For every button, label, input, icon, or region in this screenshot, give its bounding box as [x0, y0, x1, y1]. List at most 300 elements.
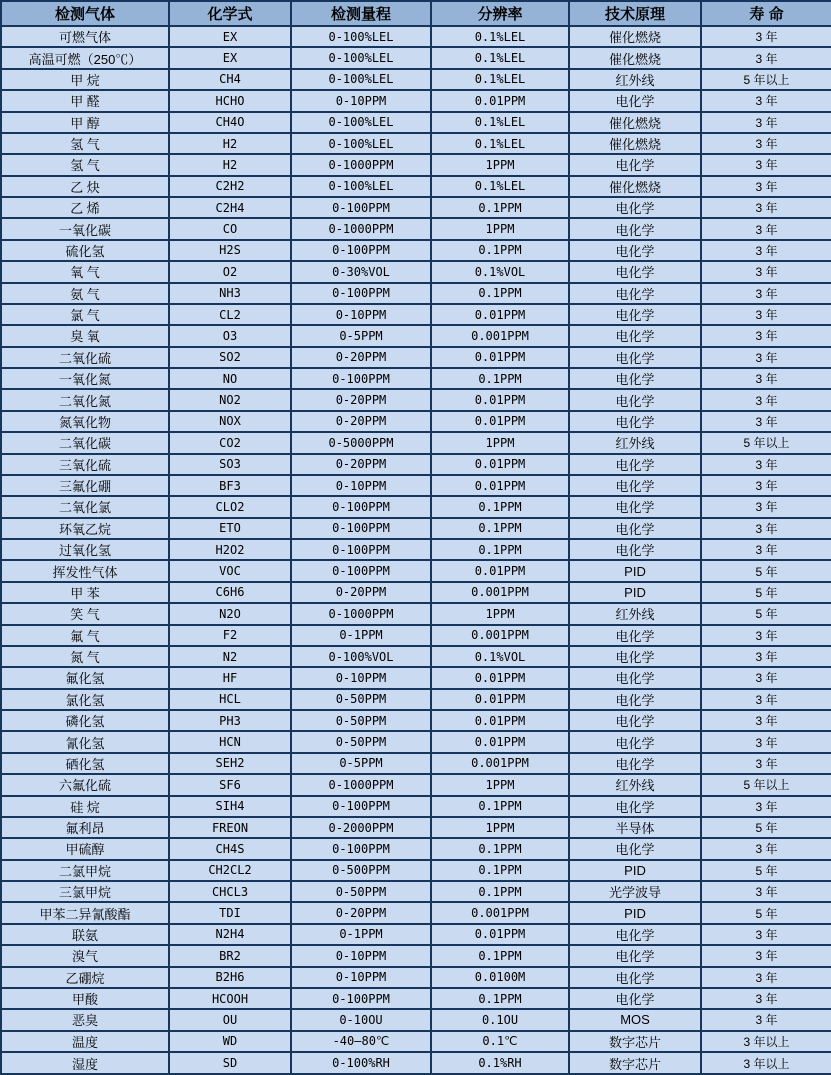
resolution-cell: 1PPM [431, 218, 569, 239]
lifespan-cell: 5 年 [701, 817, 831, 838]
chemical-formula-cell: C2H4 [169, 197, 291, 218]
detection-range-cell: 0-10PPM [291, 667, 431, 688]
detection-range-cell: 0-500PPM [291, 860, 431, 881]
technology-principle-cell: 电化学 [569, 368, 701, 389]
table-row [1, 432, 831, 453]
chemical-formula-cell: EX [169, 47, 291, 68]
lifespan-cell: 3 年 [701, 240, 831, 261]
table-row [1, 945, 831, 966]
chemical-formula-cell: SO2 [169, 347, 291, 368]
gas-name-cell: 二氧化碳 [1, 432, 169, 453]
lifespan-cell: 3 年 [701, 967, 831, 988]
technology-principle-cell: 电化学 [569, 924, 701, 945]
gas-name-cell: 三氯甲烷 [1, 881, 169, 902]
technology-principle-cell: 电化学 [569, 967, 701, 988]
technology-principle-cell: 催化燃烧 [569, 176, 701, 197]
gas-name-cell: 氟化氢 [1, 667, 169, 688]
detection-range-cell: 0-20PPM [291, 454, 431, 475]
chemical-formula-cell: CH4O [169, 112, 291, 133]
lifespan-cell: 3 年 [701, 304, 831, 325]
gas-name-cell: 氢 气 [1, 154, 169, 175]
detection-range-cell: 0-20PPM [291, 902, 431, 923]
technology-principle-cell: 电化学 [569, 838, 701, 859]
gas-name-cell: 恶臭 [1, 1009, 169, 1030]
chemical-formula-cell: NH3 [169, 283, 291, 304]
table-row [1, 325, 831, 346]
table-row [1, 518, 831, 539]
resolution-cell: 0.01PPM [431, 411, 569, 432]
lifespan-cell: 5 年以上 [701, 69, 831, 90]
resolution-cell: 0.0100M [431, 967, 569, 988]
technology-principle-cell: 电化学 [569, 389, 701, 410]
detection-range-cell: 0-100%LEL [291, 26, 431, 47]
chemical-formula-cell: O3 [169, 325, 291, 346]
gas-name-cell: 甲硫醇 [1, 838, 169, 859]
lifespan-cell: 3 年 [701, 475, 831, 496]
table-row [1, 496, 831, 517]
gas-name-cell: 一氧化碳 [1, 218, 169, 239]
gas-name-cell: 氮 气 [1, 646, 169, 667]
technology-principle-cell: 电化学 [569, 518, 701, 539]
table-row [1, 667, 831, 688]
resolution-cell: 0.1PPM [431, 945, 569, 966]
resolution-cell: 0.01PPM [431, 731, 569, 752]
detection-range-cell: 0-50PPM [291, 731, 431, 752]
table-row [1, 774, 831, 795]
chemical-formula-cell: CO2 [169, 432, 291, 453]
resolution-cell: 0.1%LEL [431, 47, 569, 68]
gas-name-cell: 溴气 [1, 945, 169, 966]
detection-range-cell: 0-100%LEL [291, 112, 431, 133]
technology-principle-cell: 光学波导 [569, 881, 701, 902]
resolution-cell: 0.1PPM [431, 518, 569, 539]
lifespan-cell: 3 年 [701, 261, 831, 282]
lifespan-cell: 3 年 [701, 1009, 831, 1030]
technology-principle-cell: 数字芯片 [569, 1031, 701, 1052]
resolution-cell: 1PPM [431, 774, 569, 795]
lifespan-cell: 3 年 [701, 90, 831, 111]
gas-name-cell: 臭 氧 [1, 325, 169, 346]
gas-name-cell: 乙硼烷 [1, 967, 169, 988]
detection-range-cell: 0-50PPM [291, 710, 431, 731]
table-row [1, 560, 831, 581]
technology-principle-cell: 催化燃烧 [569, 112, 701, 133]
technology-principle-cell: 数字芯片 [569, 1052, 701, 1074]
lifespan-cell: 5 年以上 [701, 774, 831, 795]
lifespan-cell: 3 年 [701, 112, 831, 133]
resolution-cell: 0.1PPM [431, 860, 569, 881]
header-lifespan: 寿 命 [701, 1, 831, 26]
table-row [1, 731, 831, 752]
detection-range-cell: 0-50PPM [291, 689, 431, 710]
technology-principle-cell: 电化学 [569, 753, 701, 774]
lifespan-cell: 5 年 [701, 902, 831, 923]
resolution-cell: 0.1%LEL [431, 69, 569, 90]
lifespan-cell: 3 年 [701, 133, 831, 154]
chemical-formula-cell: ETO [169, 518, 291, 539]
gas-name-cell: 甲酸 [1, 988, 169, 1009]
technology-principle-cell: 半导体 [569, 817, 701, 838]
technology-principle-cell: 电化学 [569, 197, 701, 218]
lifespan-cell: 3 年 [701, 176, 831, 197]
gas-name-cell: 硒化氢 [1, 753, 169, 774]
lifespan-cell: 3 年 [701, 389, 831, 410]
detection-range-cell: 0-10PPM [291, 304, 431, 325]
detection-range-cell: 0-50PPM [291, 881, 431, 902]
gas-name-cell: 甲 烷 [1, 69, 169, 90]
lifespan-cell: 5 年 [701, 603, 831, 624]
detection-range-cell: 0-100PPM [291, 560, 431, 581]
gas-name-cell: 挥发性气体 [1, 560, 169, 581]
chemical-formula-cell: NO2 [169, 389, 291, 410]
table-row [1, 69, 831, 90]
detection-range-cell: 0-100PPM [291, 838, 431, 859]
resolution-cell: 0.1℃ [431, 1031, 569, 1052]
detection-range-cell: 0-100%RH [291, 1052, 431, 1074]
lifespan-cell: 3 年 [701, 454, 831, 475]
resolution-cell: 0.01PPM [431, 454, 569, 475]
resolution-cell: 0.1PPM [431, 881, 569, 902]
gas-name-cell: 甲 苯 [1, 582, 169, 603]
chemical-formula-cell: OU [169, 1009, 291, 1030]
technology-principle-cell: 电化学 [569, 646, 701, 667]
header-detection-range: 检测量程 [291, 1, 431, 26]
lifespan-cell: 3 年以上 [701, 1052, 831, 1074]
detection-range-cell: 0-1PPM [291, 924, 431, 945]
chemical-formula-cell: CL2 [169, 304, 291, 325]
chemical-formula-cell: H2O2 [169, 539, 291, 560]
gas-name-cell: 乙 炔 [1, 176, 169, 197]
lifespan-cell: 3 年 [701, 539, 831, 560]
chemical-formula-cell: NOX [169, 411, 291, 432]
lifespan-cell: 3 年 [701, 518, 831, 539]
table-row [1, 389, 831, 410]
gas-name-cell: 温度 [1, 1031, 169, 1052]
table-row [1, 988, 831, 1009]
chemical-formula-cell: CH2CL2 [169, 860, 291, 881]
technology-principle-cell: 电化学 [569, 218, 701, 239]
chemical-formula-cell: O2 [169, 261, 291, 282]
chemical-formula-cell: BR2 [169, 945, 291, 966]
gas-name-cell: 笑 气 [1, 603, 169, 624]
technology-principle-cell: 电化学 [569, 261, 701, 282]
chemical-formula-cell: VOC [169, 560, 291, 581]
gas-name-cell: 硅 烷 [1, 796, 169, 817]
gas-name-cell: 二氧化氮 [1, 389, 169, 410]
table-row [1, 967, 831, 988]
resolution-cell: 0.1%RH [431, 1052, 569, 1074]
gas-name-cell: 氰化氢 [1, 731, 169, 752]
detection-range-cell: 0-5PPM [291, 325, 431, 346]
resolution-cell: 0.1%LEL [431, 176, 569, 197]
gas-name-cell: 氟 气 [1, 625, 169, 646]
gas-name-cell: 六氟化硫 [1, 774, 169, 795]
technology-principle-cell: 电化学 [569, 154, 701, 175]
technology-principle-cell: 电化学 [569, 347, 701, 368]
table-row [1, 47, 831, 68]
table-row [1, 154, 831, 175]
detection-range-cell: 0-20PPM [291, 389, 431, 410]
resolution-cell: 0.1PPM [431, 796, 569, 817]
detection-range-cell: 0-100%VOL [291, 646, 431, 667]
detection-range-cell: 0-20PPM [291, 347, 431, 368]
table-row [1, 454, 831, 475]
chemical-formula-cell: N2H4 [169, 924, 291, 945]
resolution-cell: 0.001PPM [431, 582, 569, 603]
chemical-formula-cell: HCHO [169, 90, 291, 111]
detection-range-cell: 0-100PPM [291, 240, 431, 261]
header-chemical-formula: 化学式 [169, 1, 291, 26]
resolution-cell: 0.01PPM [431, 667, 569, 688]
detection-range-cell: 0-100PPM [291, 518, 431, 539]
chemical-formula-cell: SO3 [169, 454, 291, 475]
lifespan-cell: 3 年 [701, 47, 831, 68]
lifespan-cell: 3 年 [701, 283, 831, 304]
lifespan-cell: 3 年 [701, 945, 831, 966]
chemical-formula-cell: EX [169, 26, 291, 47]
gas-name-cell: 二氧化硫 [1, 347, 169, 368]
resolution-cell: 0.1PPM [431, 283, 569, 304]
technology-principle-cell: PID [569, 560, 701, 581]
lifespan-cell: 5 年 [701, 560, 831, 581]
technology-principle-cell: 电化学 [569, 988, 701, 1009]
resolution-cell: 0.1PPM [431, 240, 569, 261]
technology-principle-cell: 红外线 [569, 774, 701, 795]
lifespan-cell: 3 年 [701, 154, 831, 175]
resolution-cell: 0.01PPM [431, 90, 569, 111]
table-row [1, 1031, 831, 1052]
table-row [1, 753, 831, 774]
table-row [1, 710, 831, 731]
resolution-cell: 0.1%VOL [431, 646, 569, 667]
detection-range-cell: 0-20PPM [291, 582, 431, 603]
technology-principle-cell: 电化学 [569, 283, 701, 304]
technology-principle-cell: 电化学 [569, 710, 701, 731]
detection-range-cell: 0-100PPM [291, 496, 431, 517]
technology-principle-cell: 红外线 [569, 69, 701, 90]
chemical-formula-cell: SD [169, 1052, 291, 1074]
lifespan-cell: 3 年 [701, 325, 831, 346]
gas-name-cell: 乙 烯 [1, 197, 169, 218]
chemical-formula-cell: N2O [169, 603, 291, 624]
chemical-formula-cell: CH4S [169, 838, 291, 859]
table-row [1, 1009, 831, 1030]
lifespan-cell: 3 年 [701, 347, 831, 368]
table-body [1, 26, 831, 1074]
header-row [1, 1, 831, 26]
resolution-cell: 1PPM [431, 432, 569, 453]
header-resolution: 分辨率 [431, 1, 569, 26]
chemical-formula-cell: PH3 [169, 710, 291, 731]
detection-range-cell: -40—80℃ [291, 1031, 431, 1052]
technology-principle-cell: PID [569, 582, 701, 603]
detection-range-cell: 0-100PPM [291, 988, 431, 1009]
detection-range-cell: 0-20PPM [291, 411, 431, 432]
technology-principle-cell: 电化学 [569, 325, 701, 346]
chemical-formula-cell: N2 [169, 646, 291, 667]
header-gas-name: 检测气体 [1, 1, 169, 26]
gas-name-cell: 氯 气 [1, 304, 169, 325]
lifespan-cell: 5 年 [701, 860, 831, 881]
resolution-cell: 0.001PPM [431, 902, 569, 923]
lifespan-cell: 3 年 [701, 197, 831, 218]
table-row [1, 475, 831, 496]
gas-name-cell: 氢 气 [1, 133, 169, 154]
chemical-formula-cell: HF [169, 667, 291, 688]
technology-principle-cell: 电化学 [569, 667, 701, 688]
detection-range-cell: 0-30%VOL [291, 261, 431, 282]
chemical-formula-cell: HCL [169, 689, 291, 710]
lifespan-cell: 5 年以上 [701, 432, 831, 453]
lifespan-cell: 3 年 [701, 496, 831, 517]
resolution-cell: 0.1PPM [431, 496, 569, 517]
gas-name-cell: 环氧乙烷 [1, 518, 169, 539]
resolution-cell: 0.1PPM [431, 988, 569, 1009]
table-row [1, 347, 831, 368]
technology-principle-cell: 催化燃烧 [569, 26, 701, 47]
gas-name-cell: 氧 气 [1, 261, 169, 282]
resolution-cell: 0.001PPM [431, 325, 569, 346]
table-row [1, 197, 831, 218]
gas-name-cell: 氨 气 [1, 283, 169, 304]
gas-name-cell: 联氨 [1, 924, 169, 945]
detection-range-cell: 0-100%LEL [291, 47, 431, 68]
gas-name-cell: 二氧化氯 [1, 496, 169, 517]
lifespan-cell: 3 年 [701, 368, 831, 389]
table-row [1, 261, 831, 282]
chemical-formula-cell: CH4 [169, 69, 291, 90]
resolution-cell: 0.1%LEL [431, 26, 569, 47]
table-row [1, 582, 831, 603]
technology-principle-cell: 电化学 [569, 731, 701, 752]
lifespan-cell: 5 年 [701, 582, 831, 603]
table-row [1, 603, 831, 624]
detection-range-cell: 0-1000PPM [291, 603, 431, 624]
technology-principle-cell: 电化学 [569, 796, 701, 817]
gas-name-cell: 磷化氢 [1, 710, 169, 731]
chemical-formula-cell: CLO2 [169, 496, 291, 517]
chemical-formula-cell: H2 [169, 154, 291, 175]
detection-range-cell: 0-1PPM [291, 625, 431, 646]
chemical-formula-cell: H2S [169, 240, 291, 261]
lifespan-cell: 3 年 [701, 731, 831, 752]
lifespan-cell: 3 年 [701, 667, 831, 688]
table-row [1, 112, 831, 133]
gas-name-cell: 湿度 [1, 1052, 169, 1074]
gas-name-cell: 三氟化硼 [1, 475, 169, 496]
detection-range-cell: 0-100PPM [291, 283, 431, 304]
chemical-formula-cell: CHCL3 [169, 881, 291, 902]
technology-principle-cell: 电化学 [569, 496, 701, 517]
table-row [1, 646, 831, 667]
resolution-cell: 0.01PPM [431, 924, 569, 945]
lifespan-cell: 3 年 [701, 796, 831, 817]
detection-range-cell: 0-5000PPM [291, 432, 431, 453]
chemical-formula-cell: SIH4 [169, 796, 291, 817]
lifespan-cell: 3 年 [701, 924, 831, 945]
chemical-formula-cell: H2 [169, 133, 291, 154]
lifespan-cell: 3 年 [701, 838, 831, 859]
lifespan-cell: 3 年 [701, 753, 831, 774]
detection-range-cell: 0-100%LEL [291, 133, 431, 154]
resolution-cell: 0.01PPM [431, 304, 569, 325]
detection-range-cell: 0-100%LEL [291, 176, 431, 197]
resolution-cell: 0.01PPM [431, 347, 569, 368]
table-header [1, 1, 831, 26]
table-row [1, 176, 831, 197]
resolution-cell: 0.01PPM [431, 710, 569, 731]
table-row [1, 817, 831, 838]
header-technology-principle: 技术原理 [569, 1, 701, 26]
technology-principle-cell: 电化学 [569, 411, 701, 432]
gas-name-cell: 一氧化氮 [1, 368, 169, 389]
table-row [1, 924, 831, 945]
resolution-cell: 0.1PPM [431, 838, 569, 859]
gas-name-cell: 氟利昂 [1, 817, 169, 838]
gas-name-cell: 氯化氢 [1, 689, 169, 710]
lifespan-cell: 3 年 [701, 881, 831, 902]
technology-principle-cell: 电化学 [569, 475, 701, 496]
technology-principle-cell: 红外线 [569, 603, 701, 624]
chemical-formula-cell: TDI [169, 902, 291, 923]
chemical-formula-cell: F2 [169, 625, 291, 646]
lifespan-cell: 3 年 [701, 689, 831, 710]
lifespan-cell: 3 年 [701, 411, 831, 432]
detection-range-cell: 0-1000PPM [291, 218, 431, 239]
technology-principle-cell: 电化学 [569, 90, 701, 111]
detection-range-cell: 0-10OU [291, 1009, 431, 1030]
lifespan-cell: 3 年以上 [701, 1031, 831, 1052]
gas-name-cell: 高温可燃（250℃） [1, 47, 169, 68]
gas-name-cell: 氮氧化物 [1, 411, 169, 432]
resolution-cell: 1PPM [431, 154, 569, 175]
resolution-cell: 0.1PPM [431, 539, 569, 560]
detection-range-cell: 0-100%LEL [291, 69, 431, 90]
chemical-formula-cell: HCN [169, 731, 291, 752]
chemical-formula-cell: FREON [169, 817, 291, 838]
gas-name-cell: 可燃气体 [1, 26, 169, 47]
resolution-cell: 0.01PPM [431, 389, 569, 410]
detection-range-cell: 0-10PPM [291, 945, 431, 966]
gas-name-cell: 过氧化氢 [1, 539, 169, 560]
table-row [1, 240, 831, 261]
chemical-formula-cell: CO [169, 218, 291, 239]
table-row [1, 218, 831, 239]
chemical-formula-cell: NO [169, 368, 291, 389]
lifespan-cell: 3 年 [701, 26, 831, 47]
resolution-cell: 0.1%LEL [431, 112, 569, 133]
detection-range-cell: 0-10PPM [291, 90, 431, 111]
chemical-formula-cell: HCOOH [169, 988, 291, 1009]
chemical-formula-cell: BF3 [169, 475, 291, 496]
resolution-cell: 0.1OU [431, 1009, 569, 1030]
detection-range-cell: 0-10PPM [291, 475, 431, 496]
table-row [1, 90, 831, 111]
technology-principle-cell: 红外线 [569, 432, 701, 453]
chemical-formula-cell: SEH2 [169, 753, 291, 774]
table-row [1, 1052, 831, 1074]
technology-principle-cell: 电化学 [569, 454, 701, 475]
gas-name-cell: 硫化氢 [1, 240, 169, 261]
resolution-cell: 0.1PPM [431, 197, 569, 218]
table-row [1, 881, 831, 902]
resolution-cell: 1PPM [431, 603, 569, 624]
table-row [1, 860, 831, 881]
detection-range-cell: 0-1000PPM [291, 774, 431, 795]
table-row [1, 539, 831, 560]
resolution-cell: 0.01PPM [431, 689, 569, 710]
table-row [1, 368, 831, 389]
